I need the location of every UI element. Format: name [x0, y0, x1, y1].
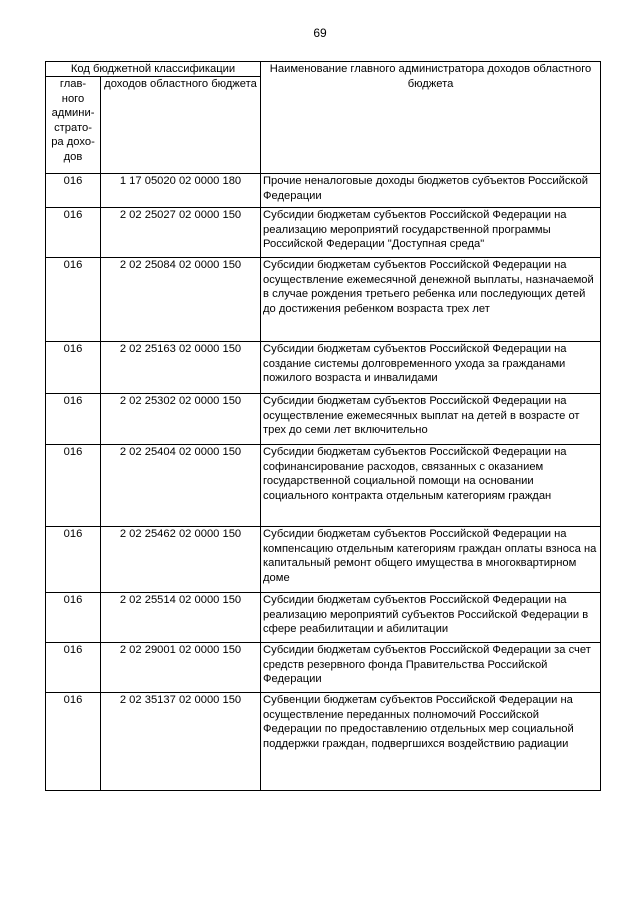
header-row-1	[46, 62, 601, 77]
table-row	[46, 693, 601, 791]
income-name-cell: Субсидии бюджетам субъектов Российской Федерации на софинансирование расходов, связанных с оказанием государственной социальной помощи на основании социального контракта отдельным категориям граждан	[261, 445, 601, 527]
income-name-cell: Субсидии бюджетам субъектов Российской Федерации на создание системы долговременного ухода за гражданами пожилого возраста и инвалидами	[261, 342, 601, 394]
budget-classification-table	[45, 61, 601, 791]
income-name-cell: Субсидии бюджетам субъектов Российской Федерации на реализацию мероприятий государственной программы Российской Федерации "Доступная среда"	[261, 208, 601, 258]
admin-code-cell: 016	[46, 527, 101, 593]
header-main-administrator	[46, 77, 101, 174]
income-name-cell: Субсидии бюджетам субъектов Российской Федерации на реализацию мероприятий субъектов Российской Федерации в сфере реабилитации и абилитации	[261, 593, 601, 643]
table-row	[46, 527, 601, 593]
admin-code-cell: 016	[46, 208, 101, 258]
income-code-cell: 2 02 25404 02 0000 150	[101, 445, 261, 527]
income-code-cell: 2 02 25163 02 0000 150	[101, 342, 261, 394]
admin-code-cell: 016	[46, 445, 101, 527]
table-row	[46, 208, 601, 258]
table-body	[46, 174, 601, 791]
header-regional-budget-income: доходов областного бюджета	[101, 77, 261, 174]
header-budget-classification-code: Код бюджетной классификации	[46, 62, 261, 77]
income-code-cell: 1 17 05020 02 0000 180	[101, 174, 261, 208]
income-name-cell: Субсидии бюджетам субъектов Российской Федерации на осуществление ежемесячной денежной выплаты, назначаемой в случае рождения третьего ребенка или последующих детей до достижения ребенком возраста трех лет	[261, 258, 601, 342]
income-name-cell: Субсидии бюджетам субъектов Российской Федерации на компенсацию отдельным категориям граждан оплаты взноса на капитальный ремонт общего имущества в многоквартирном доме	[261, 527, 601, 593]
admin-code-cell: 016	[46, 643, 101, 693]
income-code-cell: 2 02 25027 02 0000 150	[101, 208, 261, 258]
income-code-cell: 2 02 35137 02 0000 150	[101, 693, 261, 791]
table-row	[46, 643, 601, 693]
income-code-cell: 2 02 25084 02 0000 150	[101, 258, 261, 342]
income-code-cell: 2 02 25302 02 0000 150	[101, 394, 261, 445]
table-row	[46, 394, 601, 445]
table-row	[46, 174, 601, 208]
admin-code-cell: 016	[46, 342, 101, 394]
income-code-cell: 2 02 25514 02 0000 150	[101, 593, 261, 643]
admin-code-cell: 016	[46, 593, 101, 643]
header-main-administrator-text: глав- ного админи- страто- ра дохо- дов	[51, 78, 95, 163]
admin-code-cell: 016	[46, 693, 101, 791]
page-number: 69	[313, 26, 327, 40]
table-row	[46, 445, 601, 527]
table-row	[46, 258, 601, 342]
income-code-cell: 2 02 29001 02 0000 150	[101, 643, 261, 693]
table-row	[46, 342, 601, 394]
admin-code-cell: 016	[46, 174, 101, 208]
income-code-cell: 2 02 25462 02 0000 150	[101, 527, 261, 593]
income-name-cell: Субвенции бюджетам субъектов Российской Федерации на осуществление переданных полномочий Российской Федерации по предоставлению отдельных мер социальной поддержки граждан, подвергшихся воздействию радиации	[261, 693, 601, 791]
income-name-cell: Субсидии бюджетам субъектов Российской Федерации на осуществление ежемесячных выплат на детей в возрасте от трех до семи лет включительно	[261, 394, 601, 445]
header-administrator-name: Наименование главного администратора доходов областного бюджета	[261, 62, 601, 174]
admin-code-cell: 016	[46, 394, 101, 445]
income-name-cell: Субсидии бюджетам субъектов Российской Федерации за счет средств резервного фонда Правительства Российской Федерации	[261, 643, 601, 693]
income-name-cell: Прочие неналоговые доходы бюджетов субъектов Российской Федерации	[261, 174, 601, 208]
table-row	[46, 593, 601, 643]
admin-code-cell: 016	[46, 258, 101, 342]
